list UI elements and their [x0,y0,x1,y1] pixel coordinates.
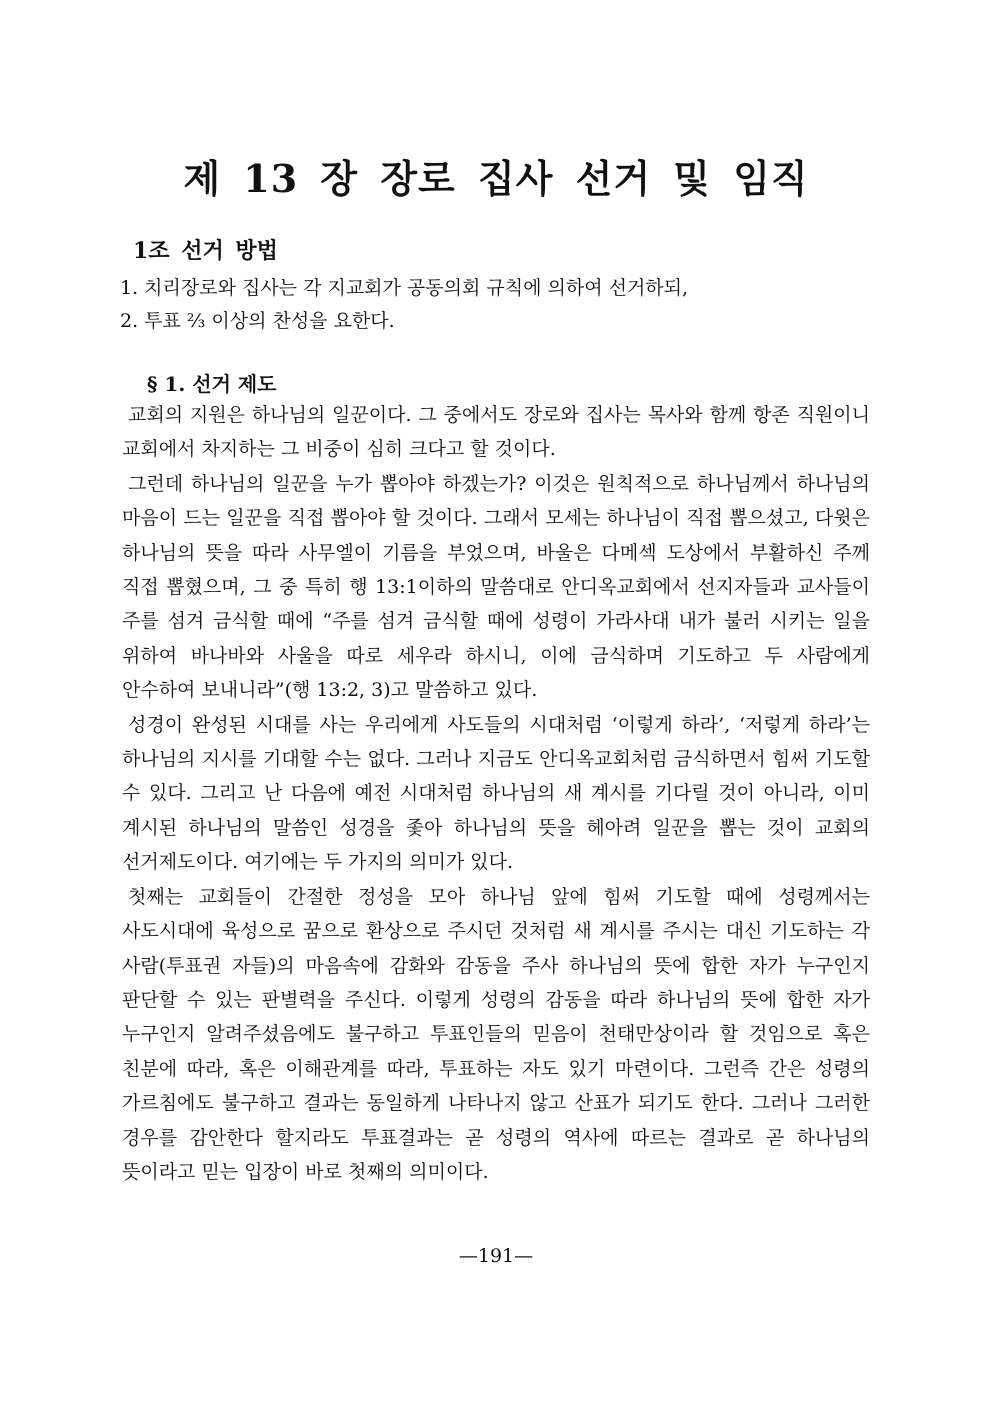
body-paragraph: 그런데 하나님의 일꾼을 누가 뽑아야 하겠는가? 이것은 원칙적으로 하나님께서 하나님의 마음이 드는 일꾼을 직접 뽑아야 할 것이다. 그래서 모세는 하나님이 직접 뽑으셨고, 다윗은 하나님의 뜻을 따라 사무엘이 기름을 부었으며, 바울은 다메섹 도상에서 부활하신 주께 직접 뽑혔으며, 그 중 특히 행 13:1이하의 말씀대로 안디옥교회에서 선지자들과 교사들이 주를 섬겨 금식할 때에 “주를 섬겨 금식할 때에 성령이 가라사대 내가 불러 시키는 일을 위하여 바나바와 사울을 따로 세우라 하시니, 이에 금식하며 기도하고 두 사람에게 안수하여 보내니라”(행 13:2, 3)고 말씀하고 있다. [122,472,870,702]
article-item-list [120,272,880,338]
body-paragraph: 교회의 지원은 하나님의 일꾼이다. 그 중에서도 장로와 집사는 목사와 함께 항존 직원이니 교회에서 차지하는 그 비중이 심히 크다고 할 것이다. [122,404,870,461]
body-paragraph: 성경이 완성된 시대를 사는 우리에게 사도들의 시대처럼 ‘이렇게 하라’, ‘저렇게 하라’는 하나님의 지시를 기대할 수는 없다. 그러나 지금도 안디옥교회처럼 금식하면서 힘써 기도할 수 있다. 그리고 난 다음에 예전 시대처럼 하나님의 새 계시를 기다릴 것이 아니라, 이미 계시된 하나님의 말씀인 성경을 좇아 하나님의 뜻을 헤아려 일꾼을 뽑는 것이 교회의 선거제도이다. 여기에는 두 가지의 의미가 있다. [122,713,870,874]
article-item: 2. 투표 ⅔ 이상의 찬성을 요한다. [120,310,395,332]
section-heading: § 1. 선거 제도 [147,372,277,396]
section-body [122,398,870,1189]
page-number: —191— [458,1245,534,1267]
body-paragraph: 첫째는 교회들이 간절한 정성을 모아 하나님 앞에 힘써 기도할 때에 성령께서는 사도시대에 육성으로 꿈으로 환상으로 주시던 것처럼 새 계시를 주시는 대신 기도하는 각 사람(투표권 자들)의 마음속에 감화와 감동을 주사 하나님의 뜻에 합한 자가 누구인지 판단할 수 있는 판별력을 주신다. 이렇게 성령의 감동을 따라 하나님의 뜻에 합한 자가 누구인지 알려주셨음에도 불구하고 투표인들의 믿음이 천태만상이라 할 것임으로 혹은 친분에 따라, 혹은 이해관계를 따라, 투표하는 자도 있기 마련이다. 그런즉 간은 성령의 가르침에도 불구하고 결과는 동일하게 나타나지 않고 산표가 되기도 한다. 그러나 그러한 경우를 감안한다 할지라도 투표결과는 곧 성령의 역사에 따르는 결과로 곧 하나님의 뜻이라고 믿는 입장이 바로 첫째의 의미이다. [122,885,870,1183]
chapter-title: 제 13 장 장로 집사 선거 및 임직 [183,156,809,201]
article-heading: 1조 선거 방법 [133,238,278,264]
article-item: 1. 치리장로와 집사는 각 지교회가 공동의회 규칙에 의하여 선거하되, [120,277,689,299]
